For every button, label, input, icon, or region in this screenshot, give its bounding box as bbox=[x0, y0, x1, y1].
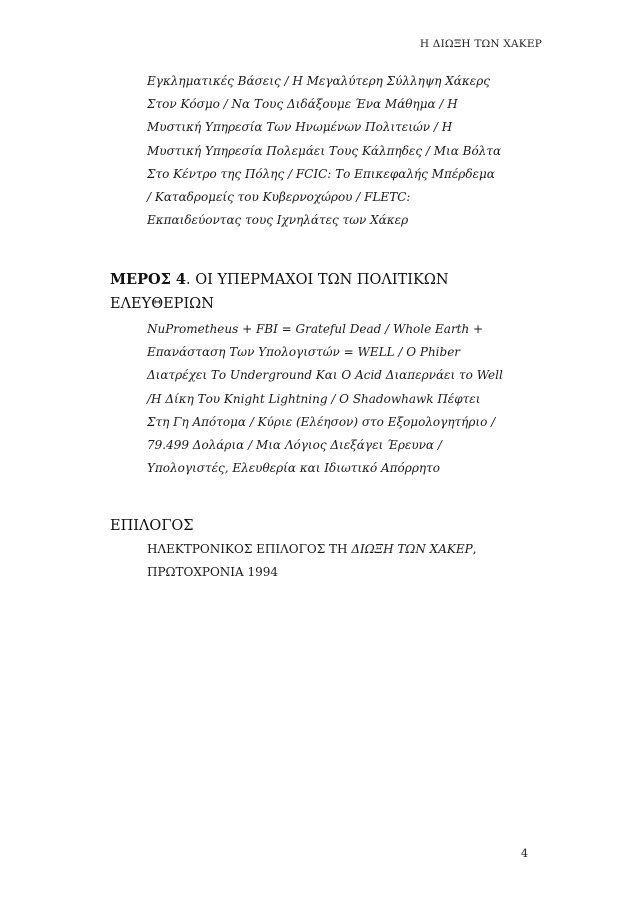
epilogue-title: ΕΠΙΛΟΓΟΣ bbox=[110, 518, 194, 534]
epilogue-line-suffix: , bbox=[472, 542, 477, 556]
contents-line: Στον Κόσμο / Να Τους Διδάξουμε Ένα Μάθημα / Η bbox=[147, 97, 458, 112]
contents-line: /Η Δίκη Του Knight Lightning / O Shadowhawk Πέφτει bbox=[147, 391, 481, 406]
contents-line: NuPrometheus + FBI = Grateful Dead / Whole Earth + bbox=[147, 322, 484, 336]
contents-line: Στο Κέντρο της Πόλης / FCIC: Το Επικεφαλής Μπέρδεμα bbox=[147, 166, 495, 181]
part3-contents bbox=[147, 70, 547, 232]
contents-line: 79.499 Δολάρια / Μια Λόγιος Διεξάγει Έρευνα / bbox=[147, 438, 442, 453]
contents-line: / Καταδρομείς του Κυβερνοχώρου / FLETC: bbox=[147, 190, 411, 205]
epilogue-line-prefix: ΗΛΕΚΤΡΟΝΙΚΟΣ ΕΠΙΛΟΓΟΣ ΤΗ bbox=[147, 542, 352, 556]
epilogue-heading bbox=[110, 514, 530, 538]
contents-line: Στη Γη Απότομα / Κύριε (Ελέησον) στο Εξομολογητήριο / bbox=[147, 414, 496, 429]
epilogue-contents bbox=[147, 538, 547, 584]
page-number: 4 bbox=[521, 847, 528, 860]
part4-title: . ΟΙ ΥΠΕΡΜΑΧΟΙ ΤΩΝ ΠΟΛΙΤΙΚΩΝ bbox=[186, 272, 449, 288]
contents-line: Υπολογιστές, Ελευθερία και Ιδιωτικό Απόρρητο bbox=[147, 461, 440, 476]
contents-line: ΠΡΩΤΟΧΡΟΝΙΑ 1994 bbox=[147, 565, 279, 580]
book-title: ΔΙΩΞΗ ΤΩΝ ΧΑΚΕΡ bbox=[351, 542, 473, 556]
part4-contents bbox=[147, 318, 547, 480]
contents-line bbox=[147, 538, 547, 561]
contents-line: Επανάσταση Των Υπολογιστών = WELL / O Phiber bbox=[147, 345, 461, 360]
contents-line: Μυστική Υπηρεσία Των Ηνωμένων Πολιτειών / Η bbox=[147, 120, 453, 135]
running-header: Η ΔΙΩΞΗ ΤΩΝ ΧΑΚΕΡ bbox=[419, 38, 542, 50]
contents-line: Μυστική Υπηρεσία Πολεμάει Τους Κάλπηδες / Μια Βόλτα bbox=[147, 143, 502, 158]
contents-line: Εκπαιδεύοντας τους Ιχνηλάτες των Χάκερ bbox=[147, 213, 409, 228]
part4-title-continued: ΕΛΕΥΘΕΡΙΩΝ bbox=[110, 296, 214, 312]
contents-line: Εγκληματικές Βάσεις / Η Μεγαλύτερη Σύλληψη Χάκερς bbox=[147, 74, 490, 88]
part4-heading bbox=[110, 268, 530, 316]
part4-label: ΜΕΡΟΣ 4 bbox=[110, 271, 187, 288]
contents-line: Διατρέχει Το Underground Και O Acid Διαπερνάει το Well bbox=[147, 368, 503, 383]
